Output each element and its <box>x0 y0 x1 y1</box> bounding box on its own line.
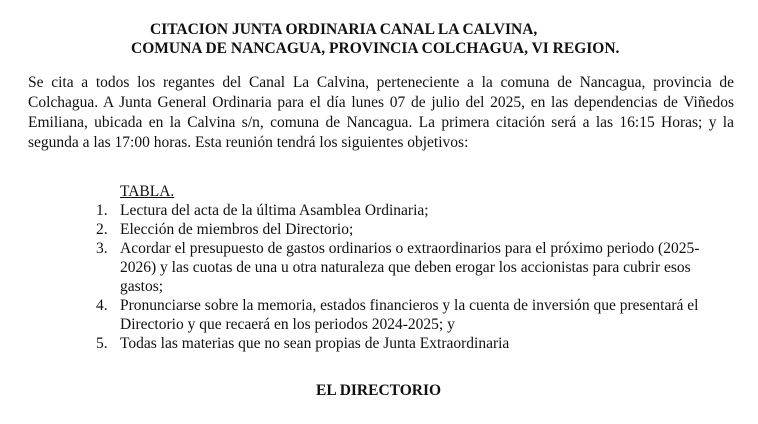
agenda-item <box>0 239 712 296</box>
agenda-item-text: Todas las materias que no sean propias de Junta Extraordinaria <box>120 335 510 352</box>
agenda-item-number: 5. <box>96 335 108 352</box>
agenda-item <box>0 334 712 353</box>
agenda-item-number: 1. <box>96 202 108 219</box>
document-title-line-1: CITACION JUNTA ORDINARIA CANAL LA CALVINA, <box>150 21 538 38</box>
document-title-line-2: COMUNA DE NANCAGUA, PROVINCIA COLCHAGUA, VI REGION. <box>131 40 620 57</box>
agenda-item <box>0 296 712 334</box>
agenda-item-text: Elección de miembros del Directorio; <box>120 221 354 238</box>
agenda-item-text: Pronunciarse sobre la memoria, estados financieros y la cuenta de inversión que presentará el Directorio y que recaerá en los periodos 2024-2025; y <box>120 297 699 333</box>
agenda-item-number: 2. <box>96 221 108 238</box>
agenda-item <box>0 220 712 239</box>
agenda-item-text: Lectura del acta de la última Asamblea Ordinaria; <box>120 202 429 219</box>
agenda-list <box>0 201 712 353</box>
agenda-item-number: 3. <box>96 240 108 257</box>
agenda-heading: TABLA. <box>120 183 175 200</box>
citation-paragraph: Se cita a todos los regantes del Canal La Calvina, perteneciente a la comuna de Nancagua, provincia de Colchagua. A Junta General Ordinaria para el día lunes 07 de julio del 2025, en las dependencias de Viñedos Emiliana, ubicada en la Calvina s/n, comuna de Nancagua. La primera citación será a las 16:15 Horas; y la segunda a las 17:00 horas. Esta reunión tendrá los siguientes objetivos: <box>28 74 734 151</box>
agenda-item-number: 4. <box>96 297 108 314</box>
agenda-item-text: Acordar el presupuesto de gastos ordinarios o extraordinarios para el próximo periodo (2025-2026) y las cuotas de una u otra naturaleza que deben erogar los accionistas para cubrir esos gastos; <box>120 240 700 295</box>
agenda-item <box>0 201 712 220</box>
signature: EL DIRECTORIO <box>316 382 442 399</box>
